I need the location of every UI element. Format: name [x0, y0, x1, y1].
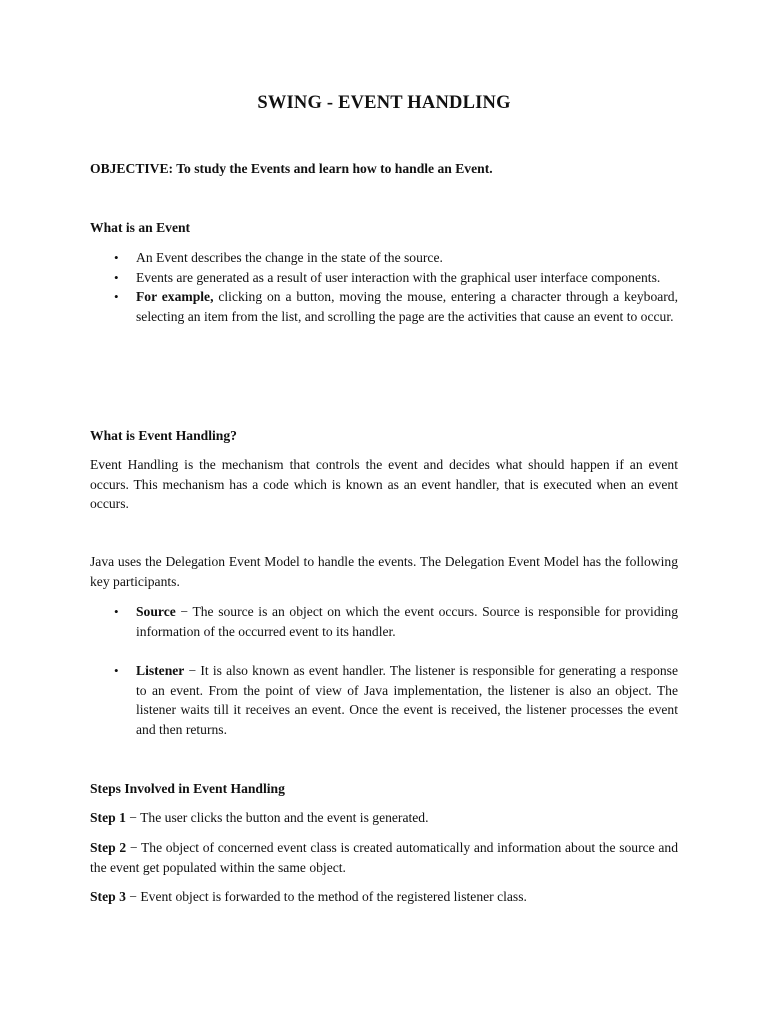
step-text: − The object of concerned event class is created automatically and information about the source and the event get populated within the same object.	[90, 840, 678, 875]
participant-bullet-listener	[90, 661, 678, 739]
event-bullet-3	[90, 287, 678, 326]
section-heading-what-is-event: What is an Event	[90, 220, 191, 235]
step-text: − Event object is forwarded to the method of the registered listener class.	[125, 889, 527, 904]
page-title: SWING - EVENT HANDLING	[257, 93, 511, 113]
step-label: Step 2	[90, 840, 127, 855]
event-bullet-2	[90, 268, 678, 288]
step-3	[90, 887, 678, 907]
event-handling-paragraph-1: Event Handling is the mechanism that controls the event and decides what should happen if an event occurs. This mechanism has a code which is known as an event handler, that is executed when an event occurs.	[90, 457, 678, 512]
section-heading-event-handling: What is Event Handling?	[90, 428, 237, 443]
participant-bullet-list	[90, 602, 678, 641]
step-1	[90, 808, 678, 828]
bullet-text: − The source is an object on which the event occurs. Source is responsible for providing information of the occurred event to its handler.	[136, 604, 678, 639]
bullet-text: clicking on a button, moving the mouse, entering a character through a keyboard, selecting an item from the list, and scrolling the page are the activities that cause an event to occur.	[136, 289, 678, 324]
event-bullet-list	[90, 248, 678, 326]
section-heading-steps: Steps Involved in Event Handling	[90, 781, 285, 796]
step-2	[90, 838, 678, 877]
bullet-text: An Event describes the change in the state of the source.	[136, 250, 443, 265]
step-label: Step 3	[90, 889, 126, 904]
participant-bullet-list-2	[90, 661, 678, 739]
objective-line: OBJECTIVE: To study the Events and learn how to handle an Event.	[90, 161, 493, 176]
bullet-icon: •	[114, 269, 119, 285]
bullet-lead: Source	[136, 604, 176, 619]
bullet-icon: •	[114, 604, 119, 619]
participant-bullet-source	[90, 602, 678, 641]
bullet-icon: •	[114, 250, 119, 265]
bullet-text: Events are generated as a result of user interaction with the graphical user interface components.	[136, 269, 661, 285]
event-bullet-1	[90, 248, 678, 268]
bullet-icon: •	[114, 289, 119, 305]
step-text: − The user clicks the button and the event is generated.	[125, 810, 429, 825]
bullet-text: − It is also known as event handler. The listener is responsible for generating a response to an event. From the point of view of Java implementation, the listener is also an object. The listener waits till it receives an event. Once the event is received, the listener processes the event and then returns.	[136, 663, 678, 737]
step-label: Step 1	[90, 810, 126, 825]
bullet-lead: For example,	[136, 289, 214, 305]
bullet-lead: Listener	[136, 663, 185, 678]
event-handling-paragraph-2: Java uses the Delegation Event Model to handle the events. The Delegation Event Model has the following key participants.	[90, 554, 678, 589]
bullet-icon: •	[114, 663, 119, 678]
